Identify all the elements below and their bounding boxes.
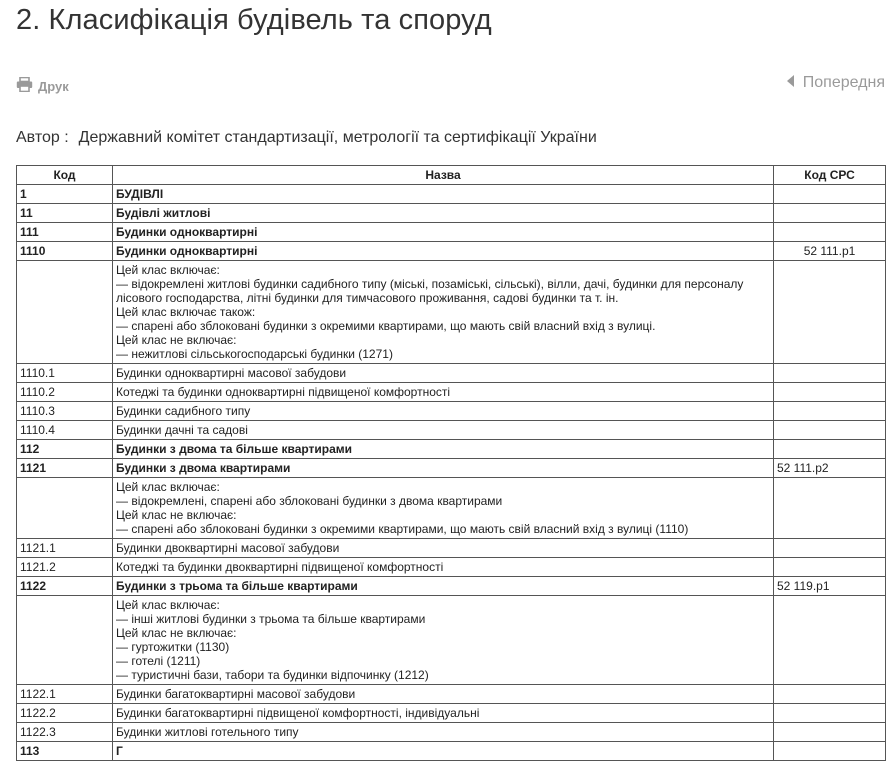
cell-srp [774, 742, 886, 761]
description-line: — відокремлені житлові будинки садибного типу (міські, позаміські, сільські), вілли, дачі, будинки для персоналу [116, 277, 744, 291]
cell-srp [774, 421, 886, 440]
table-row [17, 440, 886, 459]
cell-srp [774, 185, 886, 204]
table-body [17, 185, 886, 761]
table-row [17, 539, 886, 558]
print-button[interactable] [16, 77, 69, 95]
table-row [17, 185, 886, 204]
description-line: — нежитлові сільськогосподарські будинки (1271) [116, 347, 393, 361]
cell-code: 1122.1 [17, 685, 113, 704]
cell-name: Будинки багатоквартирні підвищеної комфортності, індивідуальні [113, 704, 774, 723]
table-row [17, 421, 886, 440]
chevron-left-icon [787, 74, 795, 92]
cell-srp [774, 383, 886, 402]
table-row [17, 577, 886, 596]
description-line: Цей клас включає: [116, 480, 220, 494]
cell-srp [774, 596, 886, 685]
cell-code: 1122.2 [17, 704, 113, 723]
table-row [17, 459, 886, 478]
cell-srp: 52 111.р1 [774, 242, 886, 261]
cell-code [17, 478, 113, 539]
cell-code: 1121 [17, 459, 113, 478]
description-line: — туристичні бази, табори та будинки відпочинку (1212) [116, 668, 429, 682]
cell-name: Г [113, 742, 774, 761]
cell-name: Будинки з двома квартирами [113, 459, 774, 478]
cell-name: Будинки багатоквартирні масової забудови [113, 685, 774, 704]
table-row [17, 383, 886, 402]
cell-description [113, 261, 774, 364]
table-row [17, 364, 886, 383]
cell-name: Будинки з двома та більше квартирами [113, 440, 774, 459]
cell-code: 1121.2 [17, 558, 113, 577]
cell-code: 111 [17, 223, 113, 242]
author-line [16, 129, 597, 147]
table-row [17, 723, 886, 742]
cell-srp [774, 402, 886, 421]
cell-code: 1122 [17, 577, 113, 596]
cell-name: Будинки одноквартирні [113, 242, 774, 261]
cell-code: 1110.4 [17, 421, 113, 440]
author-value: Державний комітет стандартизації, метрології та сертифікації України [78, 129, 597, 146]
cell-srp: 52 119.р1 [774, 577, 886, 596]
table-row [17, 204, 886, 223]
cell-srp [774, 723, 886, 742]
table-row [17, 704, 886, 723]
header-name: Назва [113, 166, 774, 185]
description-line: Цей клас не включає: [116, 333, 237, 347]
author-label: Автор : [16, 129, 69, 146]
description-line: Цей клас включає: [116, 598, 220, 612]
description-line: — спарені або зблоковані будинки з окремими квартирами, що мають свій власний вхід з вулиці. [116, 319, 656, 333]
cell-name: БУДІВЛІ [113, 185, 774, 204]
classification-table [16, 165, 886, 761]
previous-button[interactable] [787, 74, 885, 92]
cell-srp [774, 364, 886, 383]
cell-code: 1110.2 [17, 383, 113, 402]
print-label: Друк [38, 78, 69, 94]
description-line: — гуртожитки (1130) [116, 640, 230, 654]
cell-srp [774, 704, 886, 723]
description-row [17, 596, 886, 685]
description-line: Цей клас включає також: [116, 305, 256, 319]
cell-srp [774, 539, 886, 558]
description-line: — відокремлені, спарені або зблоковані будинки з двома квартирами [116, 494, 503, 508]
cell-code: 1 [17, 185, 113, 204]
table-row [17, 402, 886, 421]
description-line: Цей клас не включає: [116, 508, 237, 522]
description-line: Цей клас включає: [116, 263, 220, 277]
table-row [17, 742, 886, 761]
cell-code [17, 596, 113, 685]
table-row [17, 223, 886, 242]
cell-code: 1121.1 [17, 539, 113, 558]
cell-description [113, 596, 774, 685]
cell-name: Будинки одноквартирні масової забудови [113, 364, 774, 383]
cell-code: 113 [17, 742, 113, 761]
cell-srp [774, 558, 886, 577]
previous-label: Попередня [802, 74, 885, 91]
cell-code: 1110.1 [17, 364, 113, 383]
table-header-row [17, 166, 886, 185]
cell-name: Котеджі та будинки двоквартирні підвищеної комфортності [113, 558, 774, 577]
printer-icon [16, 77, 33, 95]
cell-name: Будинки одноквартирні [113, 223, 774, 242]
cell-srp [774, 261, 886, 364]
cell-name: Будинки житлові готельного типу [113, 723, 774, 742]
cell-code: 1110 [17, 242, 113, 261]
cell-srp: 52 111.р2 [774, 459, 886, 478]
cell-code [17, 261, 113, 364]
page-title: 2. Класифікація будівель та споруд [16, 4, 492, 36]
description-line: — інші житлові будинки з трьома та більше квартирами [116, 612, 426, 626]
cell-name: Будинки двоквартирні масової забудови [113, 539, 774, 558]
description-row [17, 261, 886, 364]
cell-name: Котеджі та будинки одноквартирні підвищеної комфортності [113, 383, 774, 402]
cell-name: Будинки садибного типу [113, 402, 774, 421]
cell-name: Будинки дачні та садові [113, 421, 774, 440]
cell-srp [774, 685, 886, 704]
cell-srp [774, 478, 886, 539]
cell-code: 11 [17, 204, 113, 223]
description-line: лісового господарства, літні будинки для тимчасового проживання, садові будинки та т. ін. [116, 291, 619, 305]
cell-srp [774, 440, 886, 459]
description-row [17, 478, 886, 539]
cell-name: Будівлі житлові [113, 204, 774, 223]
cell-srp [774, 204, 886, 223]
cell-code: 1122.3 [17, 723, 113, 742]
cell-code: 1110.3 [17, 402, 113, 421]
description-line: — спарені або зблоковані будинки з окремими квартирами, що мають свій власний вхід з вулиці (1110) [116, 522, 689, 536]
cell-srp [774, 223, 886, 242]
description-line: Цей клас не включає: [116, 626, 237, 640]
cell-name: Будинки з трьома та більше квартирами [113, 577, 774, 596]
header-code: Код [17, 166, 113, 185]
description-line: — готелі (1211) [116, 654, 201, 668]
table-row [17, 558, 886, 577]
table-row [17, 242, 886, 261]
cell-description [113, 478, 774, 539]
table-row [17, 685, 886, 704]
cell-code: 112 [17, 440, 113, 459]
header-srp: Код СРС [774, 166, 886, 185]
